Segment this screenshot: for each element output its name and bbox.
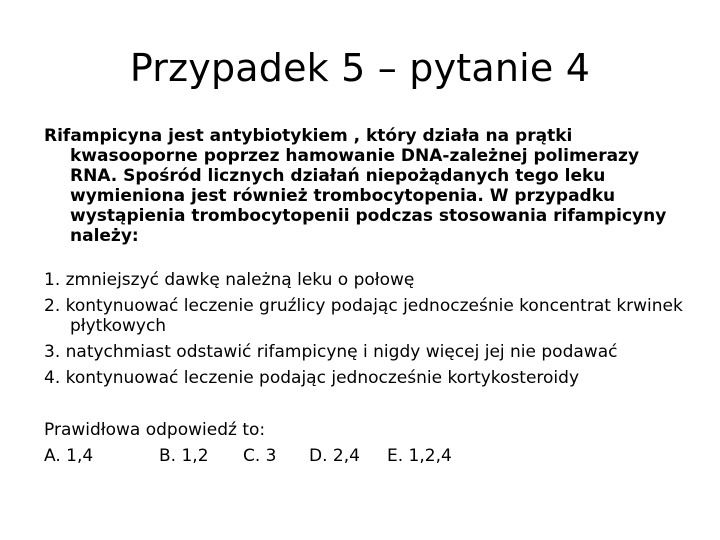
- answer-choice-e: E. 1,2,4: [387, 446, 452, 466]
- slide-title: Przypadek 5 – pytanie 4: [129, 46, 591, 90]
- answer-choice-a: A. 1,4: [44, 446, 94, 466]
- answer-choice-d: D. 2,4: [309, 446, 360, 466]
- answer-label: Prawidłowa odpowiedź to:: [44, 420, 266, 440]
- answer-choice-c: C. 3: [243, 446, 277, 466]
- answer-block: [44, 420, 684, 468]
- question-text: Rifampicyna jest antybiotykiem , który działa na prątki kwasooporne poprzez hamowanie DNA-zależnej polimerazy RNA. Spośród licznych działań niepożądanych tego leku wymieniona jest również trombocytopenia. W przypadku wystąpienia trombocytopenii podczas stosowania rifampicyny należy:: [44, 126, 667, 246]
- options-list: [44, 270, 684, 388]
- option-2: 2. kontynuować leczenie gruźlicy podając jednocześnie koncentrat krwinek płytkowych: [44, 296, 683, 336]
- option-3: 3. natychmiast odstawić rifampicynę i nigdy więcej jej nie podawać: [44, 342, 618, 362]
- answer-choice-b: B. 1,2: [159, 446, 209, 466]
- slide-body: [44, 126, 684, 468]
- answer-choices: [44, 446, 684, 468]
- option-4: 4. kontynuować leczenie podając jednocześnie kortykosteroidy: [44, 368, 580, 388]
- option-1: 1. zmniejszyć dawkę należną leku o połowę: [44, 270, 415, 290]
